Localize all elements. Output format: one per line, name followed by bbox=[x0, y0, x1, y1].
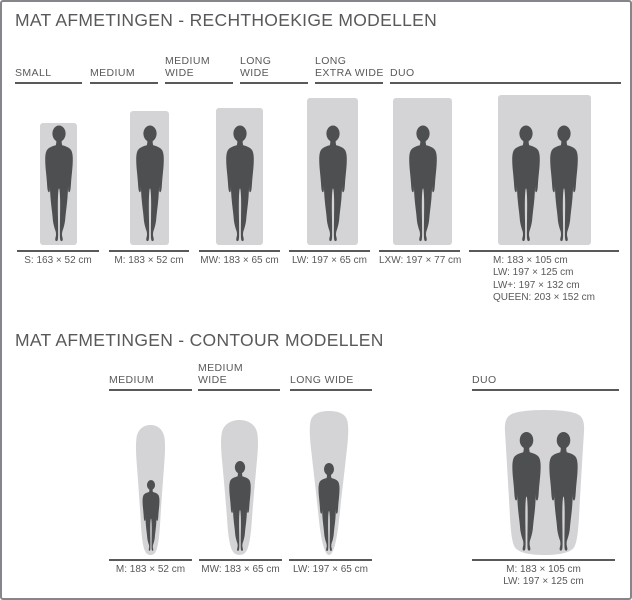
mat-medium-wide bbox=[216, 108, 263, 245]
header-label: DUO bbox=[472, 374, 497, 386]
dimension-text: LW: 197 × 65 cm bbox=[292, 255, 367, 266]
header-label: DUO bbox=[390, 67, 415, 79]
person-silhouette bbox=[135, 125, 165, 242]
person-silhouette bbox=[141, 480, 160, 551]
dimension-text: MW: 183 × 65 cm bbox=[201, 564, 280, 575]
caption-long-wide bbox=[289, 250, 370, 267]
mat-long-extra-wide bbox=[393, 98, 452, 245]
section1-title: MAT AFMETINGEN - RECHTHOEKIGE MODELLEN bbox=[15, 10, 438, 30]
dimension-text: LW: 197 × 125 cm bbox=[493, 267, 574, 279]
mat-small bbox=[40, 123, 77, 245]
header-long-wide bbox=[290, 353, 372, 391]
dimension-text: QUEEN: 203 × 152 cm bbox=[493, 291, 595, 303]
dimension-text: LW+: 197 × 132 cm bbox=[493, 279, 580, 291]
header-medium bbox=[109, 353, 192, 391]
contour-mat-medium-wide bbox=[216, 420, 263, 555]
contour-mat-long-wide bbox=[306, 411, 352, 555]
header-duo bbox=[472, 353, 619, 391]
caption-duo bbox=[472, 559, 615, 589]
mat-duo bbox=[498, 95, 591, 245]
header-label: EXTRA WIDE bbox=[315, 67, 384, 79]
person-silhouette bbox=[225, 125, 255, 242]
dimension-text: LW: 197 × 125 cm bbox=[503, 576, 584, 588]
person-pair bbox=[500, 432, 589, 551]
caption-medium bbox=[109, 559, 192, 576]
header-label: WIDE bbox=[240, 67, 270, 79]
dimension-text: M: 183 × 105 cm bbox=[506, 564, 581, 575]
caption-long-wide bbox=[289, 559, 372, 576]
header-label: LONG bbox=[240, 55, 272, 67]
dimension-text: S: 163 × 52 cm bbox=[24, 255, 92, 266]
person-silhouette bbox=[511, 125, 541, 242]
header-duo bbox=[390, 46, 621, 84]
caption-medium-wide bbox=[199, 559, 282, 576]
header-medium-wide bbox=[165, 46, 233, 84]
header-small bbox=[15, 46, 82, 84]
person-pair bbox=[498, 125, 591, 242]
person-silhouette bbox=[548, 432, 579, 551]
header-long-extra-wide bbox=[315, 46, 383, 84]
header-medium-wide bbox=[198, 353, 280, 391]
header-label: MEDIUM bbox=[90, 67, 135, 79]
dimension-text: M: 183 × 105 cm bbox=[493, 255, 568, 266]
person-silhouette bbox=[549, 125, 579, 242]
mat-medium bbox=[130, 111, 169, 245]
header-label: MEDIUM bbox=[198, 362, 243, 374]
person-silhouette bbox=[511, 432, 542, 551]
header-long-wide bbox=[240, 46, 308, 84]
person-silhouette bbox=[318, 463, 341, 551]
section2-title: MAT AFMETINGEN - CONTOUR MODELLEN bbox=[15, 330, 384, 350]
person-silhouette bbox=[44, 125, 74, 242]
caption-medium bbox=[109, 250, 189, 267]
header-label: MEDIUM bbox=[165, 55, 210, 67]
contour-mat-medium bbox=[132, 425, 169, 555]
caption-duo bbox=[469, 250, 619, 304]
dimension-text: LXW: 197 × 77 cm bbox=[379, 255, 462, 266]
contour-mat-duo bbox=[500, 410, 589, 555]
header-label: MEDIUM bbox=[109, 374, 154, 386]
header-label: WIDE bbox=[165, 67, 195, 79]
caption-long-extra-wide bbox=[379, 250, 460, 267]
person-silhouette bbox=[318, 125, 348, 242]
header-label: WIDE bbox=[198, 374, 228, 386]
dimension-text: MW: 183 × 65 cm bbox=[200, 255, 279, 266]
caption-small bbox=[17, 250, 99, 267]
dimension-text: M: 183 × 52 cm bbox=[114, 255, 184, 266]
header-label: SMALL bbox=[15, 67, 52, 79]
person-silhouette bbox=[228, 461, 252, 551]
caption-medium-wide bbox=[199, 250, 280, 267]
header-label: LONG bbox=[315, 55, 347, 67]
header-label: LONG WIDE bbox=[290, 374, 354, 386]
person-silhouette bbox=[408, 125, 438, 242]
dimension-text: LW: 197 × 65 cm bbox=[293, 564, 368, 575]
mat-long-wide bbox=[307, 98, 358, 245]
header-medium bbox=[90, 46, 158, 84]
dimension-text: M: 183 × 52 cm bbox=[115, 564, 186, 575]
